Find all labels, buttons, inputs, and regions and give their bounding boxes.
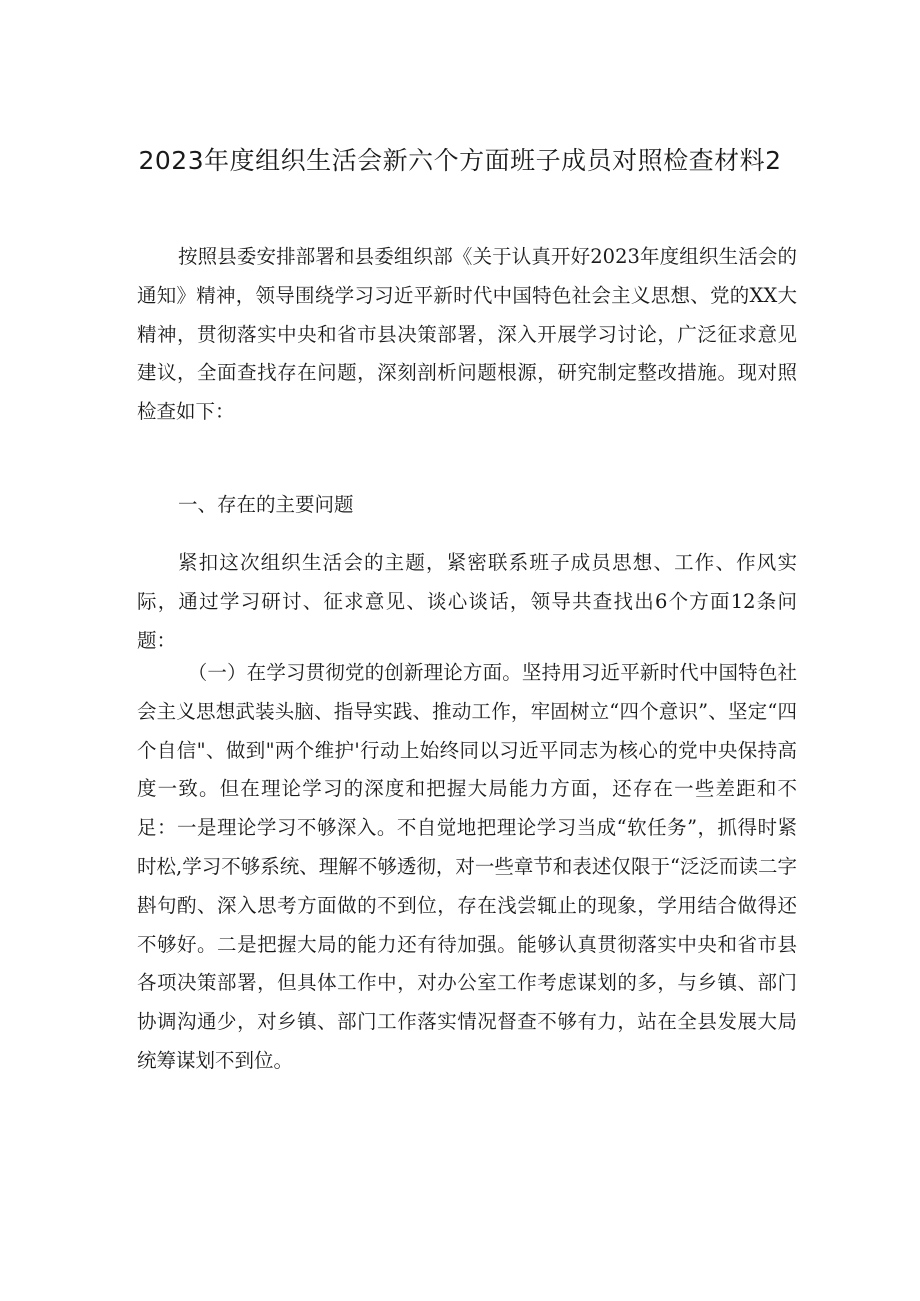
intro-paragraph: 按照县委安排部署和县委组织部《关于认真开好2023年度组织生活会的通知》精神，领导围绕学习习近平新时代中国特色社会主义思想、党的XX大精神，贯彻落实中央和省市县决策部署，深入开展学习讨论，广泛征求意见建议，全面查找存在问题，深刻剖析问题根源，研究制定整改措施。现对照检查如下： [137, 245, 797, 424]
section-heading-main-problems: 一、存在的主要问题 [177, 493, 354, 516]
problems-summary-paragraph: 紧扣这次组织生活会的主题，紧密联系班子成员思想、工作、作风实际，通过学习研讨、征求意见、谈心谈话，领导共查找出6个方面12条问题： [137, 551, 797, 652]
document-title: 2023年度组织生活会新六个方面班子成员对照检查材料2 [138, 146, 782, 175]
theory-study-paragraph: （一）在学习贯彻党的创新理论方面。坚持用习近平新时代中国特色社会主义思想武装头脑、指导实践、推动工作，牢固树立“四个意识”、坚定“四个自信"、做到"两个维护'行动上始终同以习近平同志为核心的党中央保持高度一致。但在理论学习的深度和把握大局能力方面，还存在一些差距和不足：一是理论学习不够深入。不自觉地把理论学习当成“软任务”，抓得时紧时松,学习不够系统、理解不够透彻，对一些章节和表述仅限于“泛泛而读二字斟句酌、深入思考方面做的不到位，存在浅尝辄止的现象，学用结合做得还不够好。二是把握大局的能力还有待加强。能够认真贯彻落实中央和省市县各项决策部署，但具体工作中，对办公室工作考虑谋划的多，与乡镇、部门协调沟通少，对乡镇、部门工作落实情况督查不够有力，站在全县发展大局统筹谋划不到位。 [137, 661, 797, 1072]
